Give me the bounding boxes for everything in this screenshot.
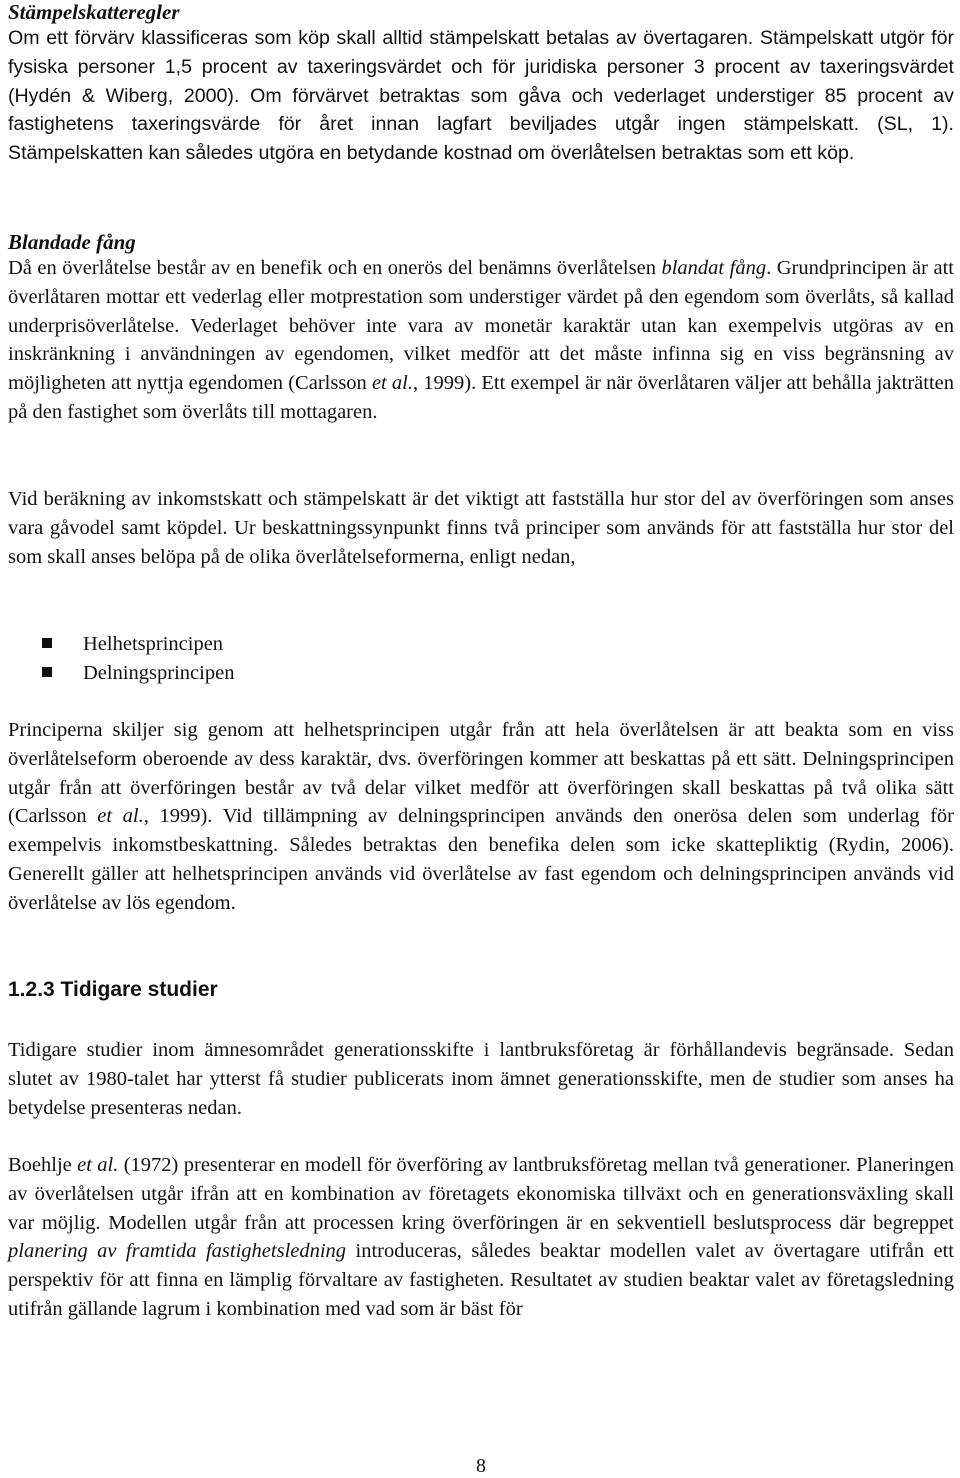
list-item-label: Delningsprincipen bbox=[83, 661, 235, 684]
italic-term: et al. bbox=[371, 372, 413, 395]
italic-term: et al. bbox=[97, 805, 144, 828]
text-span: Boehlje bbox=[8, 1154, 78, 1176]
italic-term: blandat fång bbox=[661, 257, 767, 279]
paragraph-boehlje bbox=[8, 1151, 954, 1324]
list-item-label: Helhetsprincipen bbox=[83, 633, 224, 655]
paragraph-berakning: Vid beräkning av inkomstskatt och stämpelskatt är det viktigt att fastställa hur stor del av överföringen som anses vara gåvodel samt köpdel. Ur beskattningssynpunkt finns två principer som används för att fastställa hur stor del som skall anses belöpa på de olika överlåtelseformerna, enligt nedan, bbox=[8, 488, 954, 568]
text-span: , 1999). Vid tillämpning av delningsprincipen används den onerösa delen som underlag för exempelvis inkomstbeskattning. Således betraktas den benefika delen som icke skattepliktig (Rydin, 2006). Generellt gäller att helhetsprincipen används vid överlåtelse av fast egendom och delningsprincipen används vid överlåtelse av lös egendom. bbox=[8, 805, 954, 914]
heading-blandade-fang: Blandade fång bbox=[8, 230, 136, 254]
text-span: Stämpelskatt utgör för fysiska personer 1,5 procent av taxeringsvärdet och för juridiska personer 3 procent av taxeringsvärdet (Hydén & Wiberg, 2000). bbox=[8, 27, 955, 107]
list-item bbox=[8, 659, 954, 688]
section-title: 1.2.3 Tidigare studier bbox=[8, 978, 218, 1001]
text-span: Då en överlåtelse består av en benefik och en onerös del benämns överlåtelsen bbox=[8, 257, 662, 279]
paragraph-tidigare-studier: Tidigare studier inom ämnesområdet generationsskifte i lantbruksföretag är förhållandevis begränsade. Sedan slutet av 1980-talet har ytterst få studier publicerats inom ämnet generationsskifte, men de studier som anses ha betydelse presenteras nedan. bbox=[8, 1039, 954, 1119]
page-number: 8 bbox=[476, 1455, 486, 1477]
text-span: Om förvärvet betraktas som gåva och vederlaget understiger 85 procent av fastighetens taxeringsvärde för året innan lagfart beviljades utgår ingen stämpelskatt. (SL, 1). Stämpelskatten kan således utgöra en betydande kostnad om överlåtelsen betraktas som ett köp. bbox=[8, 84, 954, 165]
text-span: introduceras, således beaktar modellen valet av övertagare utifrån ett perspektiv för att finna en lämplig förvaltare av fastigheten. Resultatet av studien beaktar valet av företagsledning utifrån gällande lagrum i kombination med vad som är bäst för bbox=[8, 1240, 955, 1320]
italic-term: et al. bbox=[77, 1154, 119, 1176]
text-span: Om ett förvärv klassificeras som köp skall alltid stämpelskatt betalas av övertagaren. bbox=[8, 27, 754, 49]
square-bullet-icon bbox=[42, 638, 52, 648]
paragraph-principerna bbox=[8, 716, 954, 918]
text-span: Principerna skiljer sig genom att helhetsprincipen utgår från att hela överlåtelsen är att beakta som en viss överlåtelseform oberoende av dess karaktär, dvs. överföringen kommer att beskattas på ett sätt. Delningsprincipen utgår från att överföringen består av två delar vilket medför att överföringen skall beskattas på två olika sätt (Carlsson bbox=[8, 719, 954, 828]
text-span: . Grundprincipen är att överlåtaren mottar ett vederlag eller motprestation som understiger värdet på den egendom som överlåts, så kallad underprisöverlåtelse. Vederlaget behöver inte vara av monetär karaktär utan kan exempelvis utgöras av en inskränkning i användningen av egendomen, vilket medför att det måste infinna sig en viss begränsning av möjligheten att nyttja egendomen (Carlsson bbox=[8, 257, 954, 395]
italic-term: planering av framtida fastighetsledning bbox=[8, 1240, 347, 1263]
square-bullet-icon bbox=[42, 667, 52, 677]
list-item bbox=[8, 630, 954, 659]
text-span: (1972) presenterar en modell för överföring av lantbruksföretag mellan två generationer. Planeringen av överlåtelsen utgår ifrån att en kombination av företagets ekonomiska tillväxt och en generationsväxling skall var möjlig. Modellen utgår från att processen kring överföringen är en sekventiell beslutsprocess där begreppet bbox=[8, 1154, 954, 1234]
text-span: , 1999). Ett exempel är när överlåtaren väljer att behålla jakträtten på den fastighet som överlåts till mottagaren. bbox=[8, 372, 955, 423]
heading-stampelskatteregler: Stämpelskatteregler bbox=[8, 0, 180, 24]
principle-list bbox=[8, 630, 954, 688]
paragraph-stampelskatt bbox=[8, 24, 954, 168]
paragraph-blandade-fang bbox=[8, 254, 954, 427]
